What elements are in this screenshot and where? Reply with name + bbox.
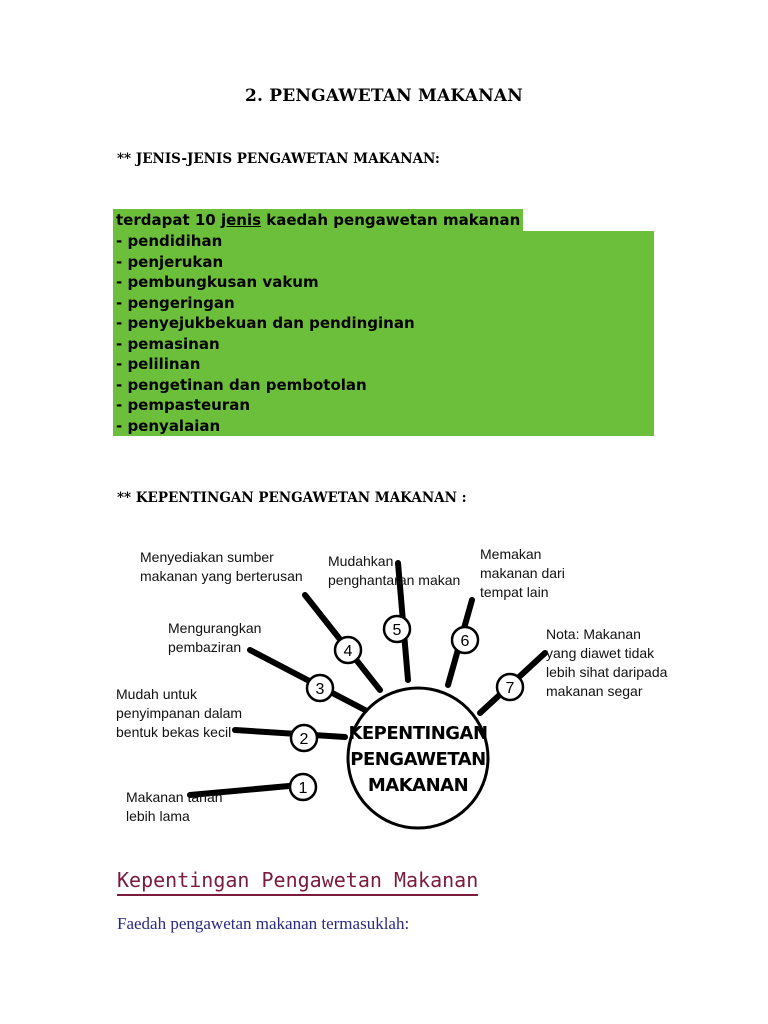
section-heading-types: ** JENIS-JENIS PENGAWETAN MAKANAN: [117, 151, 440, 167]
label-line: Memakan [480, 546, 542, 562]
benefits-paragraph: Faedah pengawetan makanan termasuklah: [117, 914, 410, 933]
node-6-number: 6 [460, 633, 470, 650]
intro-underlined: jenis [220, 211, 262, 229]
center-label-line: PENGAWETAN [350, 749, 486, 770]
page-title: 2. PENGAWETAN MAKANAN [245, 86, 523, 106]
list-item: - pempasteuran [116, 396, 250, 414]
node-3-label [168, 619, 261, 657]
label-line: Mengurangkan [168, 620, 262, 636]
list-item: - pengeringan [116, 293, 235, 312]
intro-suffix: kaedah pengawetan makanan [261, 211, 521, 229]
node-7-label [546, 625, 667, 701]
node-5-label [328, 552, 460, 590]
node-4-number: 4 [343, 643, 353, 660]
list-item: - pembungkusan vakum [116, 273, 319, 291]
label-line: pembaziran [168, 639, 242, 655]
list-item: - pengetinan dan pembotolan [116, 375, 367, 394]
node-4-label [140, 548, 303, 586]
label-line: yang diawet tidak [546, 645, 655, 661]
label-line: tempat lain [480, 584, 549, 600]
importance-diagram [110, 535, 670, 855]
methods-intro [113, 209, 523, 231]
label-line: lebih lama [126, 808, 190, 824]
list-item: - penjerukan [116, 252, 224, 271]
label-line: bentuk bekas kecil [116, 724, 232, 740]
label-line: makanan segar [546, 683, 643, 699]
node-2-number: 2 [299, 731, 309, 748]
list-item: - penyejukbekuan dan pendinginan [116, 314, 415, 332]
list-item: - pemasinan [116, 334, 220, 353]
node-5-number: 5 [392, 622, 402, 639]
methods-list [113, 231, 654, 436]
label-line: Nota: Makanan [546, 626, 641, 642]
label-line: Mudah untuk [116, 686, 197, 702]
node-7-number: 7 [505, 680, 515, 697]
label-line: Menyediakan sumber [140, 549, 274, 565]
label-line: lebih sihat daripada [546, 664, 668, 680]
label-line: Mudahkan [328, 553, 394, 569]
center-label-line: KEPENTINGAN [348, 723, 488, 744]
node-2-label [116, 685, 242, 742]
node-1-number: 1 [298, 780, 308, 797]
label-line: Makanan tahan [126, 789, 223, 805]
intro-prefix: terdapat 10 [116, 211, 221, 229]
preservation-methods-block [113, 209, 654, 436]
center-label-line: MAKANAN [367, 775, 469, 796]
label-line: makanan dari [480, 565, 565, 581]
node-3-number: 3 [315, 681, 325, 698]
list-item: - pelilinan [116, 355, 201, 373]
label-line: makanan yang berterusan [140, 568, 303, 584]
list-item: - pendidihan [116, 232, 223, 250]
list-item: - penyalaian [116, 416, 221, 435]
label-line: penghantaran makan [328, 572, 461, 588]
node-6-label [480, 545, 565, 602]
importance-heading: Kepentingan Pengawetan Makanan [117, 868, 478, 896]
node-1-label [126, 788, 223, 826]
label-line: penyimpanan dalam [116, 705, 243, 721]
center-label [348, 721, 488, 799]
section-heading-importance: ** KEPENTINGAN PENGAWETAN MAKANAN : [117, 490, 467, 506]
